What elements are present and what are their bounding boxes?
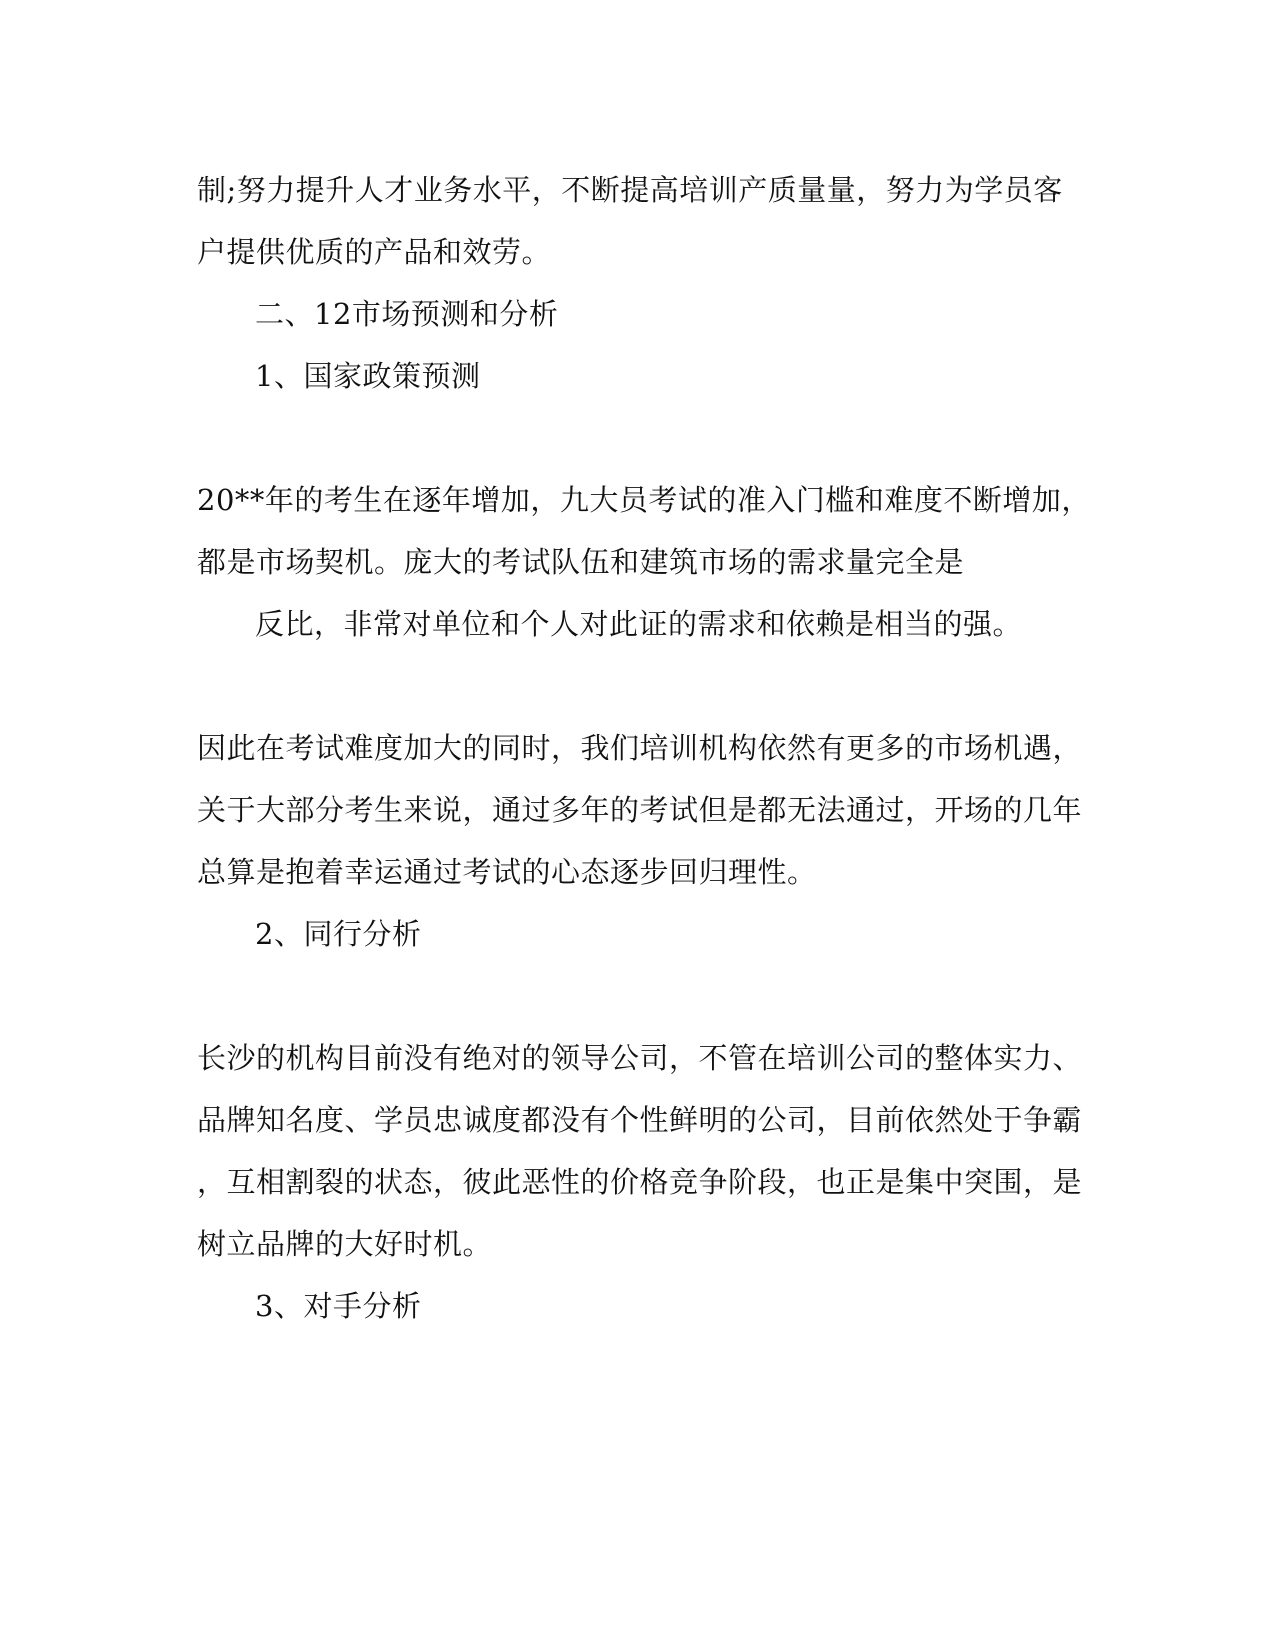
text-line: 反比，非常对单位和个人对此证的需求和依赖是相当的强。 bbox=[255, 607, 1023, 641]
text-line: 制;努力提升人才业务水平，不断提高培训产质量量，努力为学员客 bbox=[197, 173, 1063, 207]
text-line: 总算是抱着幸运通过考试的心态逐步回归理性。 bbox=[197, 855, 817, 889]
subsection-heading: 1、国家政策预测 bbox=[255, 359, 481, 393]
text-line: 品牌知名度、学员忠诚度都没有个性鲜明的公司，目前依然处于争霸 bbox=[197, 1103, 1083, 1137]
text-line: 都是市场契机。庞大的考试队伍和建筑市场的需求量完全是 bbox=[197, 545, 965, 579]
text-line: 长沙的机构目前没有绝对的领导公司，不管在培训公司的整体实力、 bbox=[197, 1041, 1083, 1075]
text-line: 树立品牌的大好时机。 bbox=[197, 1227, 493, 1261]
text-line: 关于大部分考生来说，通过多年的考试但是都无法通过，开场的几年 bbox=[197, 793, 1083, 827]
subsection-heading: 3、对手分析 bbox=[255, 1289, 422, 1323]
text-line: 户提供优质的产品和效劳。 bbox=[197, 235, 552, 269]
text-line: 20**年的考生在逐年增加，九大员考试的准入门槛和难度不断增加， bbox=[197, 483, 1091, 517]
text-line: 因此在考试难度加大的同时，我们培训机构依然有更多的市场机遇， bbox=[197, 731, 1083, 765]
text-line: ，互相割裂的状态，彼此恶性的价格竞争阶段，也正是集中突围，是 bbox=[197, 1165, 1083, 1199]
section-heading: 二、12市场预测和分析 bbox=[255, 297, 559, 331]
subsection-heading: 2、同行分析 bbox=[255, 917, 422, 951]
